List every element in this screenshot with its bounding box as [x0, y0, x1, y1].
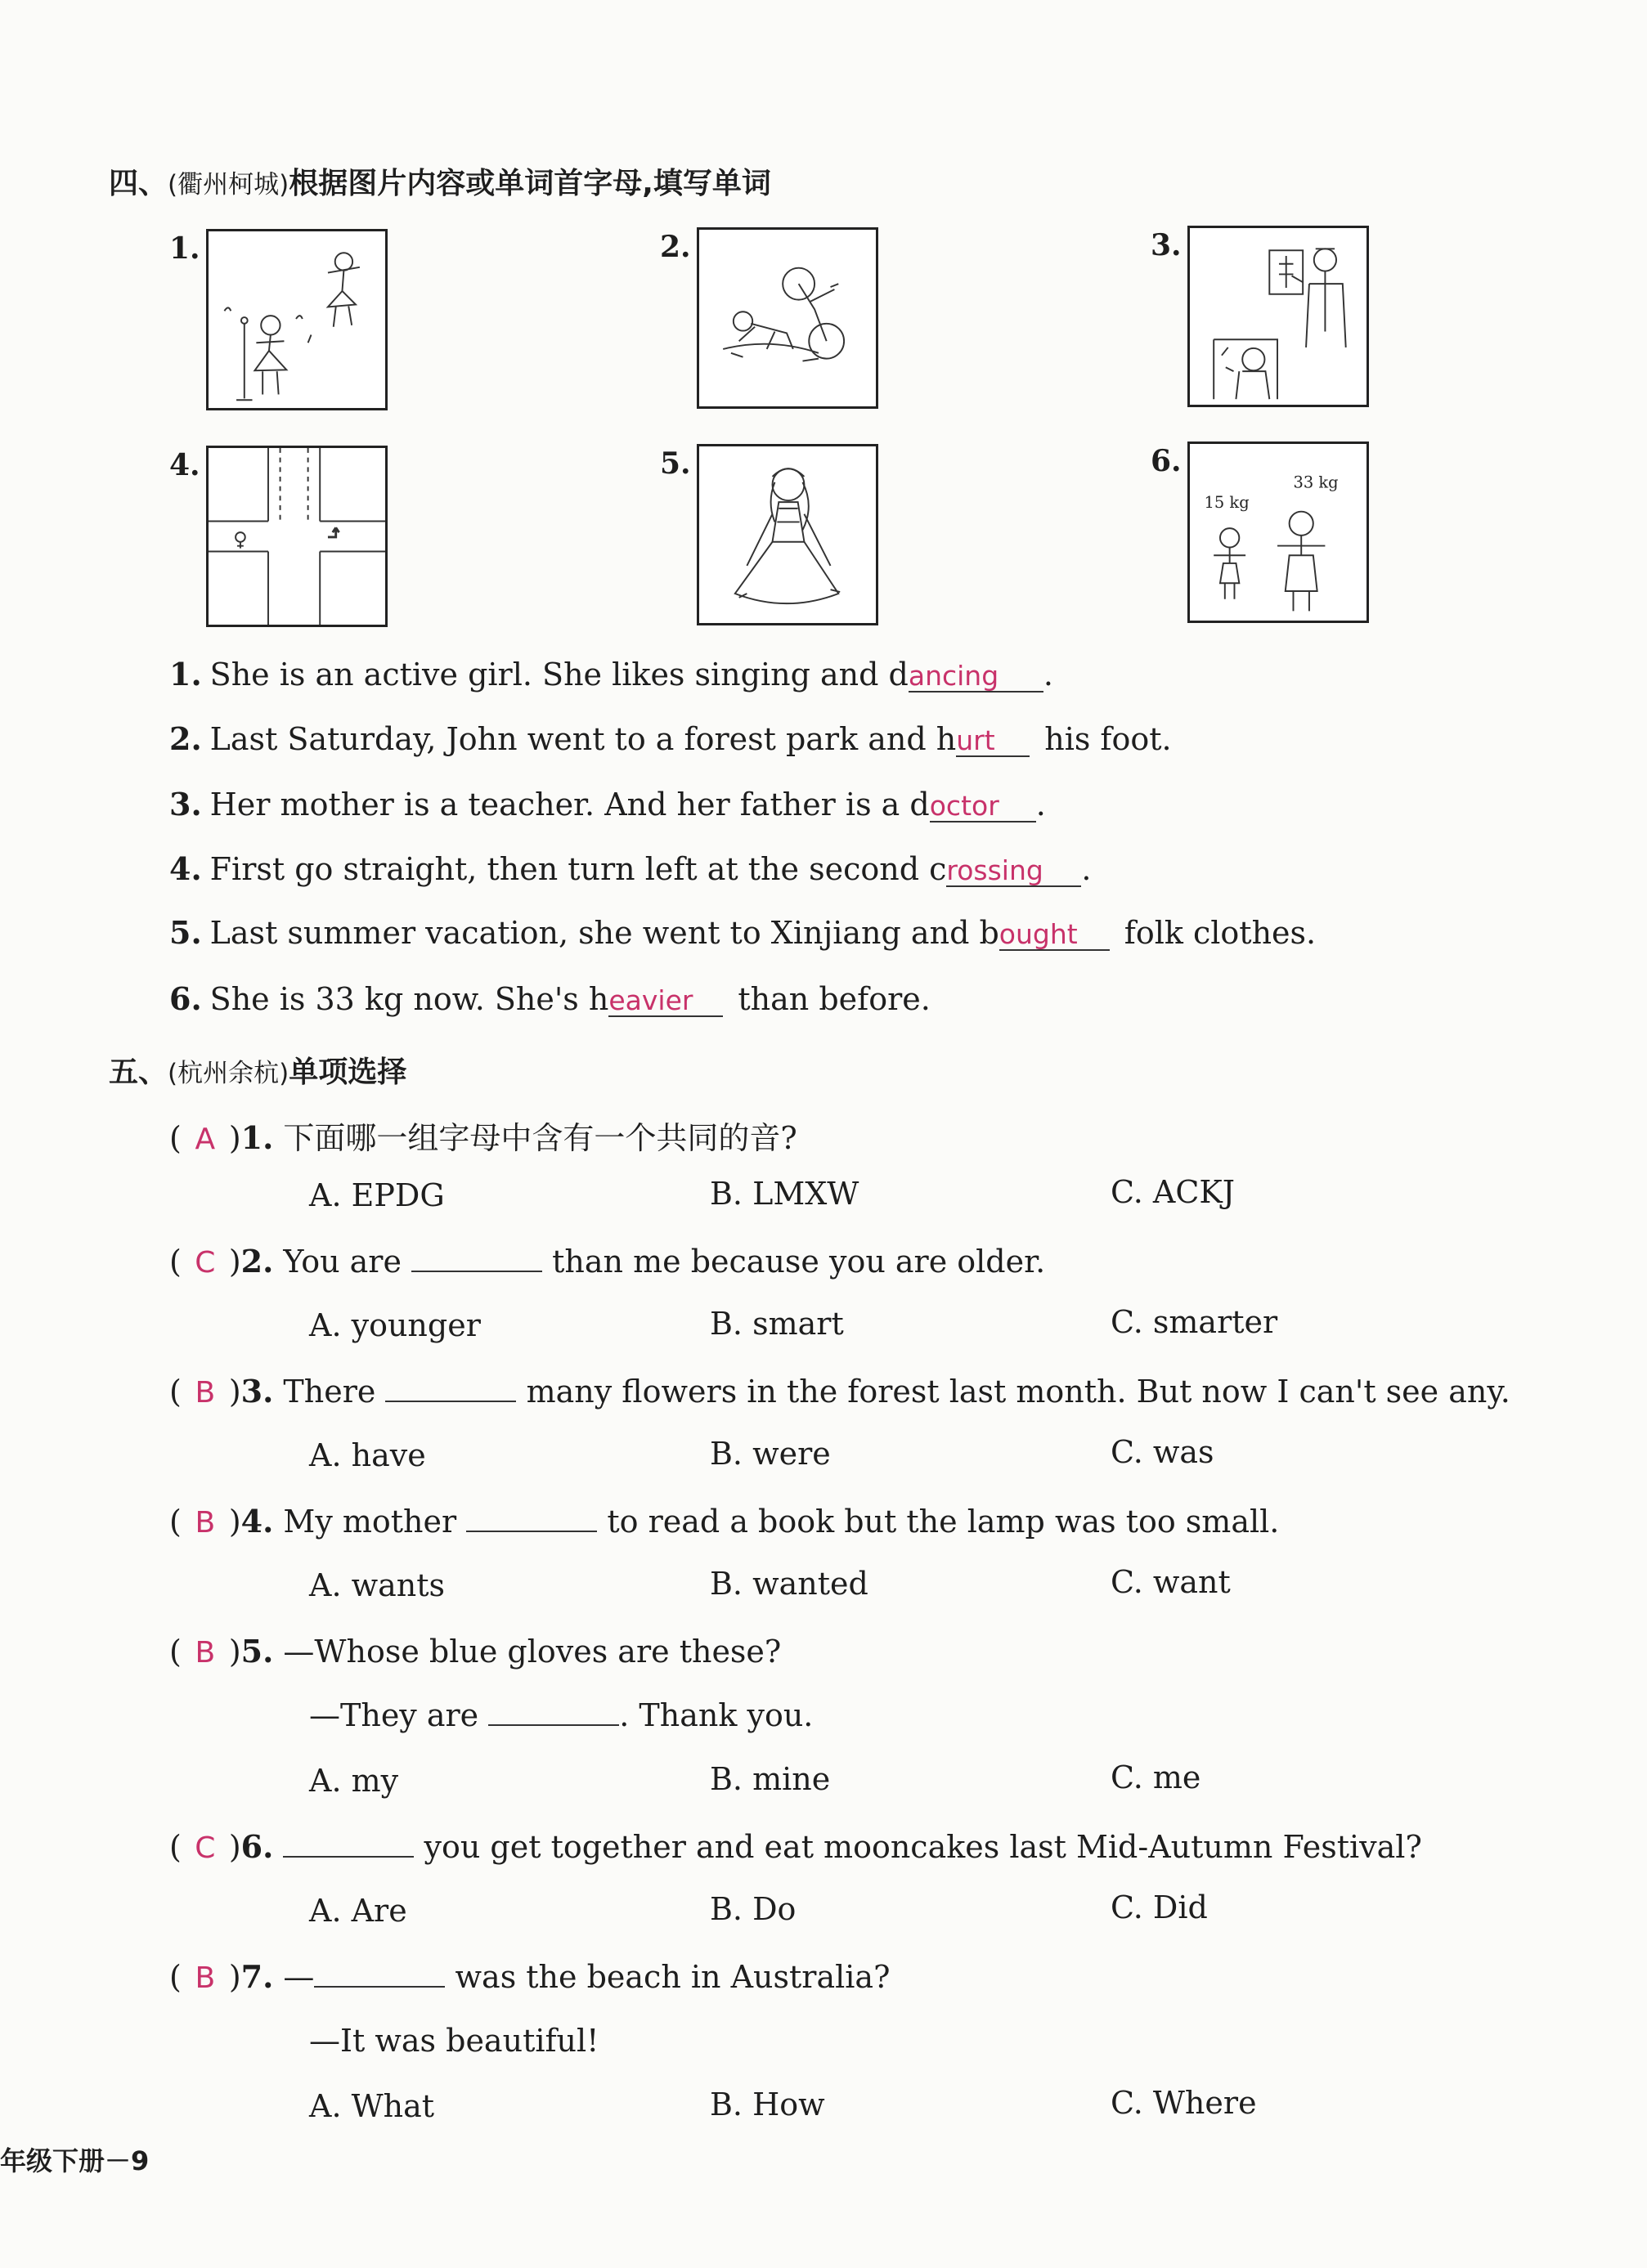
picture-girl-weight [1187, 441, 1369, 623]
section4-source: (衢州柯城) [168, 170, 289, 199]
picture-number-4: 4. [169, 448, 200, 482]
sentence-number: 3. [169, 786, 202, 822]
question-text: —Whose blue gloves are these? [283, 1634, 782, 1670]
question-text: You are [283, 1244, 402, 1280]
question-text-after: than me because you are older. [552, 1244, 1046, 1280]
sentence-ending: than before. [738, 981, 931, 1017]
question-text-after: you get together and eat mooncakes last Mid-Autumn Festival? [424, 1829, 1422, 1865]
option-a[interactable]: A. What [309, 2088, 435, 2124]
section4-heading [109, 160, 771, 202]
fill-sentence-1 [169, 656, 1053, 693]
fill-sentence-4 [169, 850, 1091, 887]
sentence-number: 1. [169, 656, 202, 693]
option-c[interactable]: C. me [1111, 1759, 1201, 1795]
sentence-text: She is 33 kg now. She's h [209, 981, 609, 1017]
question-number: 4. [240, 1503, 274, 1540]
question-text: — [283, 1959, 315, 1995]
answer-blank[interactable]: ought [999, 920, 1110, 951]
question-4: ( B )4. My mother to read a book but the lamp was too small. [169, 1503, 1280, 1540]
sentence-text: Last Saturday, John went to a forest park and h [209, 721, 957, 757]
picture-number-2: 2. [660, 230, 691, 264]
question-number: 6. [240, 1828, 274, 1865]
section5-heading [109, 1049, 406, 1091]
sentence-text: Her mother is a teacher. And her father is a d [209, 787, 930, 822]
sentence-text: She is an active girl. She likes singing and d [209, 657, 909, 693]
answer-blank[interactable]: rossing [946, 856, 1081, 887]
option-c[interactable]: C. want [1111, 1564, 1231, 1600]
picture-number-1: 1. [169, 231, 200, 266]
option-b[interactable]: B. wanted [710, 1566, 868, 1602]
answer-blank [314, 1961, 445, 1988]
fill-sentence-3 [169, 786, 1046, 822]
answer-blank[interactable]: ancing [909, 661, 1043, 693]
option-a[interactable]: A. EPDG [309, 1177, 445, 1213]
sentence-ending: . [1035, 787, 1046, 822]
sentence-text: First go straight, then turn left at the second c [209, 851, 947, 887]
answer-blank[interactable]: eavier [608, 986, 723, 1017]
page-footer: 年级下册－9 [0, 2145, 150, 2176]
answer-blank[interactable]: urt [956, 726, 1030, 757]
option-a[interactable]: A. my [309, 1763, 399, 1799]
option-a[interactable]: A. Are [309, 1893, 407, 1929]
sentence-number: 4. [169, 850, 202, 887]
answer-blank [411, 1246, 542, 1272]
answer-blank [283, 1831, 414, 1858]
sentence-ending: his foot. [1044, 721, 1172, 757]
question-5-line-2 [309, 1697, 813, 1733]
picture-map-crossing [206, 446, 388, 627]
picture-girl-folk-clothes [697, 444, 878, 625]
question-text-after: was the beach in Australia? [455, 1959, 891, 1995]
picture-number-5: 5. [660, 446, 691, 481]
question-3: ( B )3. There many flowers in the forest last month. But now I can't see any. [169, 1373, 1510, 1410]
question-number: 5. [240, 1633, 274, 1670]
answer-blank [466, 1506, 597, 1532]
answer-choice[interactable]: B [195, 1506, 216, 1540]
picture-boy-falls-bike [697, 227, 878, 409]
section5-number: 五、 [109, 1056, 168, 1089]
section4-title: 根据图片内容或单词首字母,填写单词 [289, 167, 771, 200]
picture-number-3: 3. [1151, 228, 1182, 262]
picture-number-6: 6. [1151, 444, 1182, 478]
sentence-number: 2. [169, 720, 202, 757]
section4-number: 四、 [109, 167, 168, 200]
fill-sentence-2 [169, 720, 1172, 757]
question-2: ( C )2. You are than me because you are older. [169, 1243, 1046, 1280]
fill-sentence-5 [169, 914, 1316, 951]
option-b[interactable]: B. LMXW [710, 1176, 859, 1212]
question-1: ( A )1. 下面哪一组字母中含有一个共同的音? [169, 1119, 797, 1156]
answer-choice[interactable]: A [195, 1123, 216, 1156]
option-c[interactable]: C. smarter [1111, 1304, 1278, 1340]
question-5: ( B )5. —Whose blue gloves are these? [169, 1633, 782, 1670]
sentence-number: 5. [169, 914, 202, 951]
answer-blank[interactable]: octor [930, 791, 1036, 822]
answer-blank [488, 1700, 619, 1726]
option-c[interactable]: C. Did [1111, 1889, 1208, 1925]
question-text: 下面哪一组字母中含有一个共同的音? [283, 1120, 797, 1156]
sentence-number: 6. [169, 980, 202, 1017]
question-text: —They are [309, 1697, 479, 1733]
question-7: ( B )7. — was the beach in Australia? [169, 1958, 891, 1995]
option-c[interactable]: C. ACKJ [1111, 1174, 1236, 1210]
question-text-after: many flowers in the forest last month. But now I can't see any. [526, 1374, 1510, 1410]
picture-doctor-xray [1187, 226, 1369, 407]
answer-choice[interactable]: C [195, 1831, 216, 1865]
sentence-ending: . [1043, 657, 1053, 693]
option-c[interactable]: C. Where [1111, 2085, 1257, 2121]
option-a[interactable]: A. younger [309, 1307, 481, 1343]
picture-singing-dancing [206, 229, 388, 410]
option-b[interactable]: B. How [710, 2086, 825, 2122]
question-text: My mother [283, 1504, 457, 1540]
question-number: 7. [240, 1958, 274, 1995]
question-7-line-2 [309, 2023, 599, 2059]
question-text: There [283, 1374, 376, 1410]
answer-choice[interactable]: B [195, 1636, 216, 1670]
answer-choice[interactable]: B [195, 1961, 216, 1995]
question-number: 3. [240, 1373, 274, 1410]
sentence-ending: folk clothes. [1124, 915, 1317, 951]
option-a[interactable]: A. wants [309, 1567, 446, 1603]
sentence-ending: . [1081, 851, 1092, 887]
question-number: 2. [240, 1243, 274, 1280]
option-b[interactable]: B. smart [710, 1306, 844, 1342]
question-6: ( C )6. you get together and eat mooncakes last Mid-Autumn Festival? [169, 1828, 1422, 1865]
option-b[interactable]: B. Do [710, 1891, 797, 1927]
question-text: —It was beautiful! [309, 2023, 599, 2059]
sentence-text: Last summer vacation, she went to Xinjiang and b [209, 915, 999, 951]
option-a[interactable]: A. have [309, 1437, 426, 1473]
question-text-after: . Thank you. [619, 1697, 814, 1733]
option-b[interactable]: B. were [710, 1436, 831, 1472]
section5-title: 单项选择 [289, 1056, 407, 1089]
answer-choice[interactable]: C [195, 1246, 216, 1280]
question-number: 1. [240, 1119, 274, 1156]
question-text-after: to read a book but the lamp was too small. [607, 1504, 1280, 1540]
weight-label-after: 33 kg [1293, 473, 1339, 492]
answer-choice[interactable]: B [195, 1376, 216, 1410]
section5-source: (杭州余杭) [168, 1059, 289, 1088]
fill-sentence-6 [169, 980, 931, 1017]
weight-label-before: 15 kg [1204, 492, 1250, 512]
option-c[interactable]: C. was [1111, 1434, 1214, 1470]
option-b[interactable]: B. mine [710, 1761, 831, 1797]
answer-blank [385, 1376, 516, 1402]
